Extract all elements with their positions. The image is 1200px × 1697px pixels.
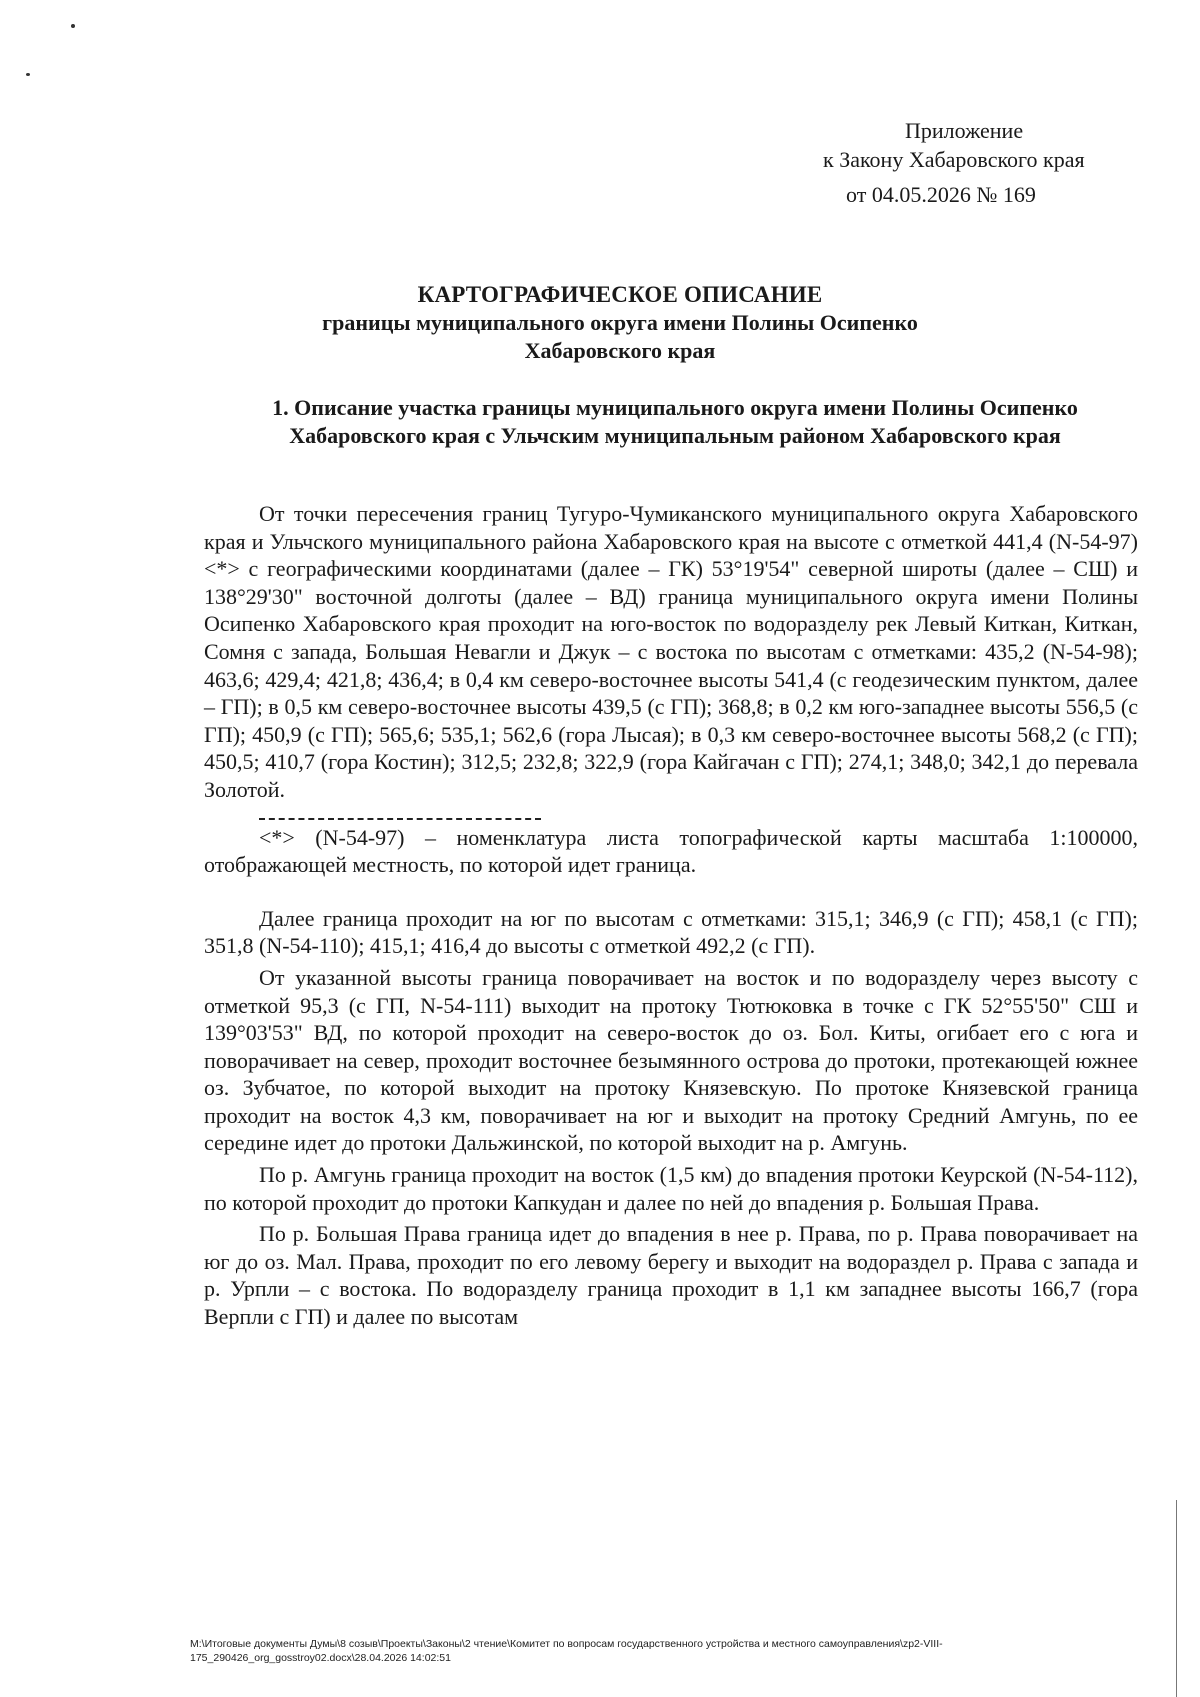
document-title [230, 281, 1010, 365]
appendix-law-reference: к Закону Хабаровского края [823, 147, 1085, 172]
appendix-date-number: от 04.05.2026 № 169 [846, 182, 1036, 207]
paragraph: Далее граница проходит на юг по высотам с отметками: 315,1; 346,9 (с ГП); 458,1 (с ГП); 351,8 (N-54-110); 415,1; 416,4 до высоты с отметкой 492,2 (с ГП). [204, 905, 1138, 959]
file-path-footer: М:\Итоговые документы Думы\8 созыв\Проекты\Законы\2 чтение\Комитет по вопросам государственного устройства и местного самоуправления\zp2-VIII-175_290426_org_gosstroy02.docx\28.04.2026 14:02:51 [190, 1638, 943, 1664]
appendix-header [790, 116, 1110, 209]
paragraph: От указанной высоты граница поворачивает на восток и по водоразделу через высоту с отметкой 95,3 (с ГП, N-54-111) выходит на протоку Тютюковка в точке с ГК 52°55'50" СШ и 139°03'53" ВД, по которой проходит на северо-восток до оз. Бол. Киты, огибает его с юга и поворачивает на север, проходит восточнее безымянного острова до протоки, протекающей южнее оз. Зубчатое, по которой выходит на протоку Князевскую. По протоке Князевской граница проходит на восток 4,3 км, поворачивает на юг и выходит на протоку Средний Амгунь, по ее середине идет до протоки Дальжинской, по которой выходит на р. Амгунь. [204, 964, 1138, 1156]
body-text [204, 500, 1138, 1331]
section-heading: 1. Описание участка границы муниципального округа имени Полины Осипенко Хабаровского края с Ульчским муниципальным районом Хабаровского края [272, 395, 1078, 448]
scan-speck [71, 24, 75, 28]
title-line: Хабаровского края [524, 338, 716, 363]
footnote-divider [259, 818, 541, 820]
appendix-label: Приложение [905, 118, 1024, 143]
scan-edge-line [1176, 1500, 1177, 1697]
scan-speck [26, 73, 30, 76]
title-line: КАРТОГРАФИЧЕСКОЕ ОПИСАНИЕ [417, 282, 823, 307]
title-line: границы муниципального округа имени Полины Осипенко [322, 310, 918, 335]
paragraph: По р. Амгунь граница проходит на восток (1,5 км) до впадения протоки Кеурской (N-54-112), по которой проходит до протоки Капкудан и далее по ней до впадения р. Большая Права. [204, 1162, 1138, 1215]
paragraph: От точки пересечения границ Тугуро-Чумиканского муниципального округа Хабаровского края и Ульчского муниципального района Хабаровского края на высоте с отметкой 441,4 (N-54-97)<*> с географическими координатами (далее – ГК) 53°19'54" северной широты (далее – СШ) и 138°29'30" восточной долготы (далее – ВД) граница муниципального округа имени Полины Осипенко Хабаровского края проходит на юго-восток по водоразделу рек Левый Киткан, Киткан, Сомня с запада, Большая Невагли и Джук – с востока по высотам с отметками: 435,2 (N-54-98); 463,6; 429,4; 421,8; 436,4; в 0,4 км северо-восточнее высоты 541,4 (с геодезическим пунктом, далее – ГП); в 0,5 км северо-восточнее высоты 439,5 (с ГП); 368,8; в 0,2 км юго-западнее высоты 556,5 (с ГП); 450,9 (с ГП); 565,6; 535,1; 562,6 (гора Лысая); в 0,3 км северо-восточнее высоты 568,2 (с ГП); 450,5; 410,7 (гора Костин); 312,5; 232,8; 322,9 (гора Кайгачан с ГП); 274,1; 348,0; 342,1 до перевала Золотой. [204, 501, 1138, 802]
footnote: <*> (N-54-97) – номенклатура листа топографической карты масштаба 1:100000, отображающей местность, по которой идет граница. [204, 824, 1138, 878]
paragraph: По р. Большая Права граница идет до впадения в нее р. Права, по р. Права поворачивает на юг до оз. Мал. Права, проходит по его левому берегу и выходит на водораздел р. Права с запада и р. Урпли – с востока. По водоразделу граница проходит в 1,1 км западнее высоты 166,7 (гора Верпли с ГП) и далее по высотам [204, 1221, 1138, 1330]
